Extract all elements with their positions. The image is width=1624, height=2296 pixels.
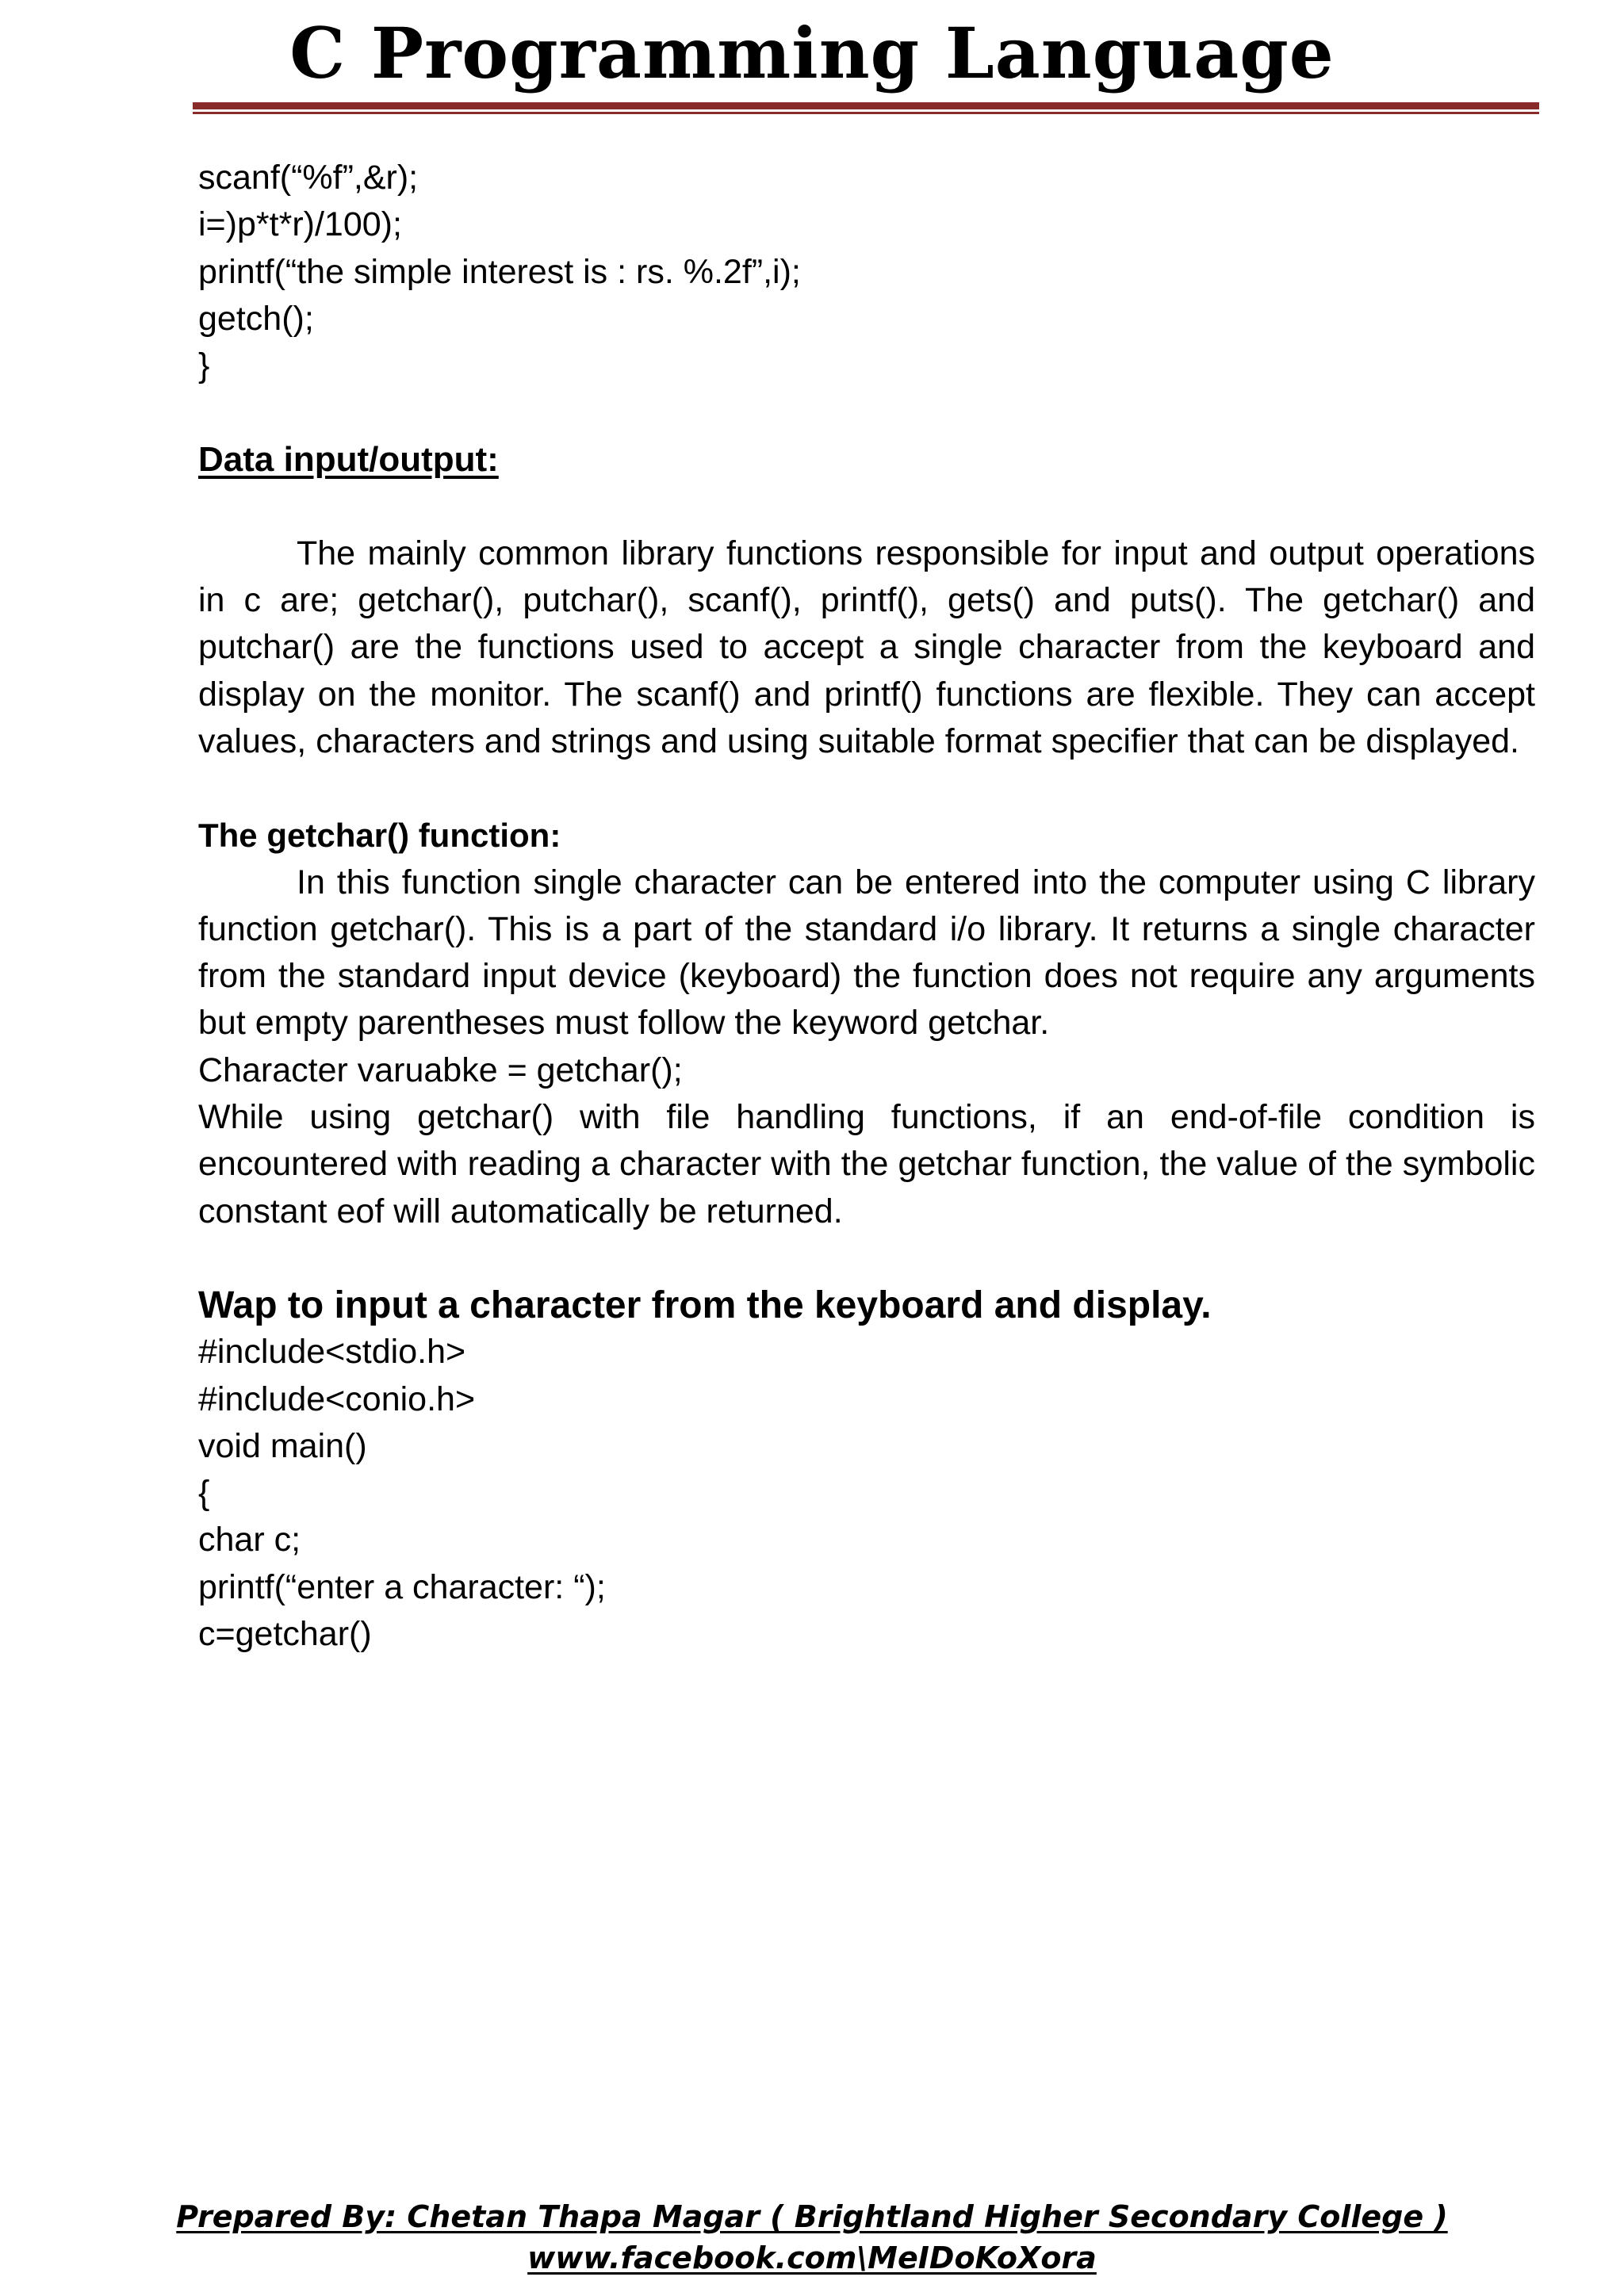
document-title: C Programming Language [289,12,1335,94]
code-line: } [198,346,210,385]
code-line: { [198,1474,210,1513]
footer-prepared-by: Prepared By: Chetan Thapa Magar ( Brightland Higher Secondary College ) [176,2199,1448,2234]
header-rule-thin [193,112,1539,114]
page-header [0,0,1624,119]
code-line: char c; [198,1521,301,1559]
spacer [198,1235,1535,1282]
code-line: scanf(“%f”,&r); [198,159,419,197]
footer-website-link[interactable]: www.facebook.com\MeIDoKoXora [527,2241,1097,2275]
paragraph-data-io: The mainly common library functions responsible for input and output operations in c are; getchar(), putchar(), scanf(), printf(), gets() and puts(). The getchar() and putchar() are the functions used to accept a single character from the keyboard and display on the monitor. The scanf() and printf() functions are flexible. They can accept values, characters and strings and using suitable format specifier that can be displayed. [198,534,1535,760]
section-heading-getchar: The getchar() function: [198,817,561,855]
page-footer [0,2196,1624,2279]
header-rule-thick [193,102,1539,109]
code-line: printf(“enter a character: “); [198,1567,606,1606]
paragraph-getchar-eof: While using getchar() with file handling functions, if an end-of-file condition is encountered with reading a character with the getchar function, the value of the symbolic constant eof will automatically be returned. [198,1098,1535,1230]
section-heading-data-io: Data input/output: [198,440,499,480]
code-line: #include<conio.h> [198,1380,476,1418]
code-line: getch(); [198,299,314,338]
paragraph-getchar: In this function single character can be entered into the computer using C library function getchar(). This is a part of the standard i/o library. It returns a single character from the standard input device (keyboard) the function does not require any arguments but empty parentheses must follow the keyword getchar. [198,863,1535,1043]
code-line: c=getchar() [198,1615,372,1654]
program-heading: Wap to input a character from the keyboard and display. [198,1284,1212,1326]
spacer [198,389,1535,436]
code-block-continued [198,155,1535,389]
spacer [198,765,1535,812]
program-code-block [198,1329,1535,1658]
code-line: i=)p*t*r)/100); [198,205,402,244]
code-line: printf(“the simple interest is : rs. %.2f”,i); [198,252,801,291]
page-content [198,155,1535,1658]
getchar-syntax: Character varuabke = getchar(); [198,1050,683,1089]
code-line: void main() [198,1426,367,1465]
spacer [198,484,1535,530]
code-line: #include<stdio.h> [198,1333,466,1372]
